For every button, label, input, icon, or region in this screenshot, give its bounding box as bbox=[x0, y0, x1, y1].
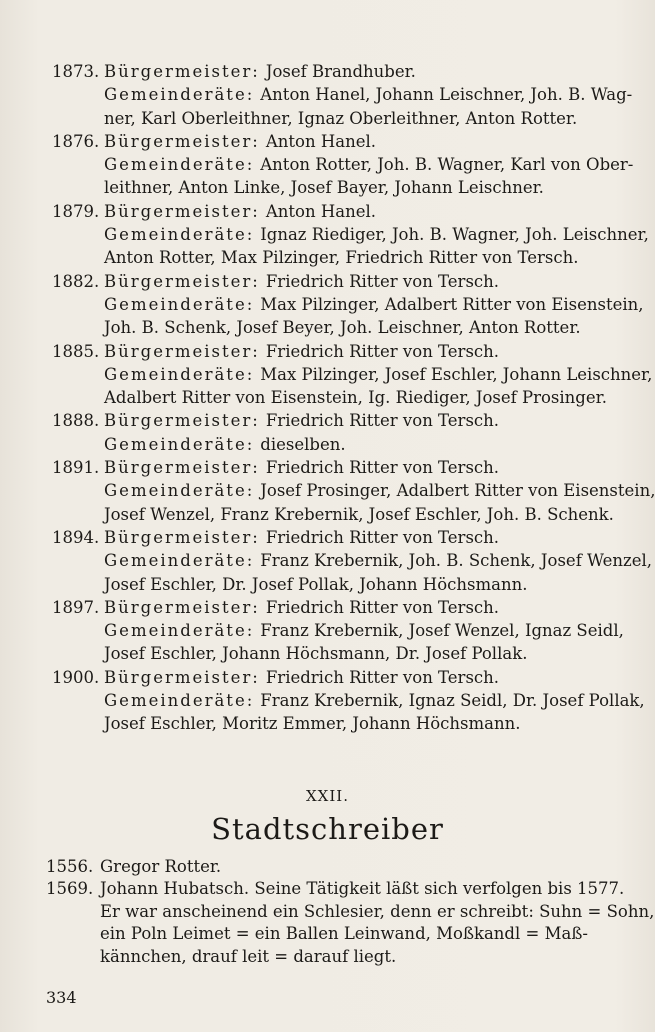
council-entry bbox=[52, 130, 634, 200]
gemeinderaete-names: Max Pilzinger, Josef Eschler, Johann Leischner, bbox=[260, 364, 653, 384]
gemeinderaete-label: Gemeinderäte: bbox=[104, 364, 255, 384]
buergermeister-name: Anton Hanel. bbox=[265, 131, 376, 151]
buergermeister-label: Bürgermeister: bbox=[104, 62, 260, 81]
gemeinderaete-label: Gemeinderäte: bbox=[104, 434, 255, 454]
entry-text: kännchen, drauf leit = darauf liegt. bbox=[100, 946, 397, 966]
gemeinderaete-label: Gemeinderäte: bbox=[104, 155, 255, 175]
buergermeister-label: Bürgermeister: bbox=[104, 527, 260, 547]
entry-year: 1556. bbox=[46, 857, 94, 876]
buergermeister-label: Bürgermeister: bbox=[104, 271, 260, 291]
council-entry bbox=[52, 409, 622, 456]
gemeinderaete-names: Franz Krebernik, Josef Wenzel, Ignaz Seidl, bbox=[260, 621, 624, 641]
gemeinderaete-names: Ignaz Riediger, Joh. B. Wagner, Joh. Leischner, bbox=[260, 225, 649, 245]
gemeinderaete-names: Anton Hanel, Johann Leischner, Joh. B. Wag- bbox=[260, 85, 633, 105]
gemeinderaete-label: Gemeinderäte: bbox=[104, 621, 255, 641]
gemeinderaete-names: Adalbert Ritter von Eisenstein, Ig. Riediger, Josef Prosinger. bbox=[104, 388, 607, 408]
entry-year: 1900. bbox=[52, 667, 100, 687]
buergermeister-name: Friedrich Ritter von Tersch. bbox=[265, 341, 500, 361]
gemeinderaete-names: Josef Wenzel, Franz Krebernik, Josef Eschler, Joh. B. Schenk. bbox=[104, 504, 614, 524]
gemeinderaete-names: Franz Krebernik, Ignaz Seidl, Dr. Josef Pollak, bbox=[260, 691, 645, 711]
gemeinderaete-label: Gemeinderäte: bbox=[104, 85, 255, 105]
stadtschreiber-entry bbox=[46, 856, 626, 878]
entry-text: ein Poln Leimet = ein Ballen Leinwand, Moßkandl = Maß- bbox=[100, 924, 588, 944]
entry-year: 1879. bbox=[52, 201, 100, 221]
council-entry bbox=[52, 456, 655, 526]
buergermeister-name: Friedrich Ritter von Tersch. bbox=[265, 597, 500, 617]
gemeinderaete-names: Josef Eschler, Dr. Josef Pollak, Johann Höchsmann. bbox=[104, 574, 528, 594]
entry-year: 1894. bbox=[52, 527, 100, 547]
buergermeister-name: Friedrich Ritter von Tersch. bbox=[265, 667, 500, 687]
gemeinderaete-names: leithner, Anton Linke, Josef Bayer, Johann Leischner. bbox=[104, 178, 544, 198]
entry-year: 1897. bbox=[52, 597, 100, 617]
council-entry bbox=[52, 60, 633, 130]
section-title: Stadtschreiber bbox=[211, 812, 444, 846]
gemeinderaete-names: Joh. B. Schenk, Josef Beyer, Joh. Leischner, Anton Rotter. bbox=[104, 318, 581, 338]
section-number: XXII. bbox=[306, 787, 349, 805]
council-entry bbox=[52, 270, 644, 340]
stadtschreiber-entry bbox=[46, 878, 655, 968]
buergermeister-label: Bürgermeister: bbox=[104, 597, 260, 617]
council-list bbox=[52, 60, 655, 736]
buergermeister-label: Bürgermeister: bbox=[104, 341, 260, 361]
gemeinderaete-names: ner, Karl Oberleithner, Ignaz Oberleithner, Anton Rotter. bbox=[104, 108, 578, 128]
council-entry bbox=[52, 596, 622, 666]
page-number: 334 bbox=[46, 988, 77, 1007]
buergermeister-name: Friedrich Ritter von Tersch. bbox=[265, 411, 500, 431]
buergermeister-name: Friedrich Ritter von Tersch. bbox=[265, 458, 500, 478]
buergermeister-label: Bürgermeister: bbox=[104, 667, 260, 687]
gemeinderaete-names: Anton Rotter, Max Pilzinger, Friedrich Ritter von Tersch. bbox=[104, 248, 579, 268]
buergermeister-label: Bürgermeister: bbox=[104, 411, 260, 431]
buergermeister-name: Friedrich Ritter von Tersch. bbox=[265, 271, 500, 291]
stadtschreiber-list bbox=[46, 856, 655, 968]
buergermeister-name: Anton Hanel. bbox=[265, 201, 376, 221]
gemeinderaete-names: dieselben. bbox=[260, 434, 346, 454]
gemeinderaete-names: Anton Rotter, Joh. B. Wagner, Karl von Ober- bbox=[260, 155, 634, 175]
entry-text: Johann Hubatsch. Seine Tätigkeit läßt sich verfolgen bis 1577. bbox=[100, 879, 625, 899]
gemeinderaete-label: Gemeinderäte: bbox=[104, 551, 255, 571]
gemeinderaete-names: Max Pilzinger, Adalbert Ritter von Eisenstein, bbox=[260, 294, 644, 314]
council-entry bbox=[52, 666, 645, 736]
entry-year: 1882. bbox=[52, 271, 100, 291]
entry-year: 1891. bbox=[52, 458, 100, 478]
entry-year: 1885. bbox=[52, 341, 100, 361]
entry-year: 1888. bbox=[52, 411, 100, 431]
gemeinderaete-label: Gemeinderäte: bbox=[104, 225, 255, 245]
entry-year: 1876. bbox=[52, 131, 100, 151]
buergermeister-name: Friedrich Ritter von Tersch. bbox=[265, 527, 500, 547]
buergermeister-label: Bürgermeister: bbox=[104, 201, 260, 221]
entry-text: Er war anscheinend ein Schlesier, denn er schreibt: Suhn = Sohn, bbox=[100, 901, 655, 921]
council-entry bbox=[52, 200, 649, 270]
entry-text: Gregor Rotter. bbox=[100, 857, 222, 876]
buergermeister-name: Josef Brandhuber. bbox=[265, 62, 416, 81]
buergermeister-label: Bürgermeister: bbox=[104, 458, 260, 478]
gemeinderaete-names: Josef Eschler, Moritz Emmer, Johann Höchsmann. bbox=[104, 714, 521, 734]
entry-year: 1569. bbox=[46, 879, 94, 899]
gemeinderaete-names: Franz Krebernik, Joh. B. Schenk, Josef Wenzel, bbox=[260, 551, 653, 571]
council-entry bbox=[52, 340, 653, 410]
gemeinderaete-label: Gemeinderäte: bbox=[104, 481, 255, 501]
gemeinderaete-names: Josef Prosinger, Adalbert Ritter von Eisenstein, bbox=[260, 481, 655, 501]
gemeinderaete-label: Gemeinderäte: bbox=[104, 294, 255, 314]
gemeinderaete-names: Josef Eschler, Johann Höchsmann, Dr. Josef Pollak. bbox=[104, 644, 528, 664]
entry-year: 1873. bbox=[52, 62, 100, 81]
gemeinderaete-label: Gemeinderäte: bbox=[104, 691, 255, 711]
council-entry bbox=[52, 526, 653, 596]
buergermeister-label: Bürgermeister: bbox=[104, 131, 260, 151]
